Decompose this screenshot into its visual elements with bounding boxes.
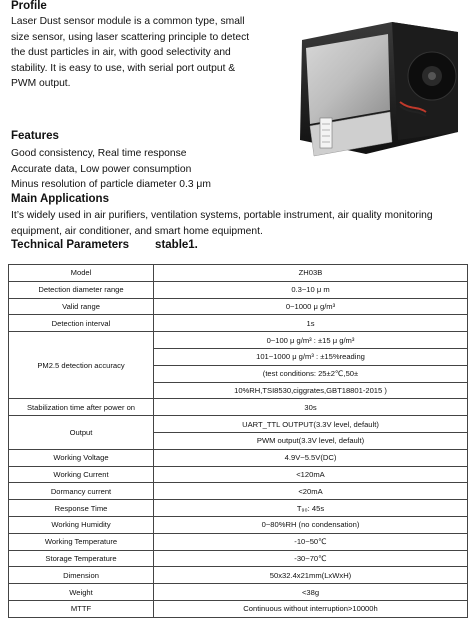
parameter-value: 30s — [154, 399, 468, 416]
parameter-name: Detection diameter range — [9, 281, 154, 298]
parameter-name: PM2.5 detection accuracy — [9, 332, 154, 399]
parameter-name: Output — [9, 416, 154, 450]
parameter-value: ZH03B — [154, 265, 468, 282]
features-list — [11, 146, 211, 193]
parameter-name: Dormancy current — [9, 483, 154, 500]
table-row — [9, 584, 468, 601]
table-row — [9, 600, 468, 617]
parameter-value: 0~80%RH (no condensation) — [154, 516, 468, 533]
table-row — [9, 298, 468, 315]
table-row — [9, 550, 468, 567]
table-row — [9, 516, 468, 533]
table-row — [9, 332, 468, 349]
parameter-value: Continuous without interruption>10000h — [154, 600, 468, 617]
table-row — [9, 533, 468, 550]
parameter-value: -10~50℃ — [154, 533, 468, 550]
parameter-value: <120mA — [154, 466, 468, 483]
parameter-name: Detection interval — [9, 315, 154, 332]
parameter-name: Working Temperature — [9, 533, 154, 550]
parameter-value: 0.3~10 μ m — [154, 281, 468, 298]
profile-description: Laser Dust sensor module is a common type, small size sensor, using laser scattering principle to detect the dust particles in air, with good selectivity and stability. It is easy to use, with serial port output & PWM output. — [11, 16, 250, 90]
parameter-name: Working Voltage — [9, 449, 154, 466]
parameter-name: Valid range — [9, 298, 154, 315]
parameter-name: Weight — [9, 584, 154, 601]
parameter-name: Dimension — [9, 567, 154, 584]
technical-parameters-heading — [11, 239, 198, 251]
parameter-name: Working Current — [9, 466, 154, 483]
parameter-value: 1s — [154, 315, 468, 332]
table-row — [9, 399, 468, 416]
table-row — [9, 449, 468, 466]
parameter-value: (test conditions: 25±2℃,50± — [154, 365, 468, 382]
table-row — [9, 483, 468, 500]
parameter-value: 101~1000 μ g/m³ : ±15%reading — [154, 348, 468, 365]
table-row — [9, 500, 468, 517]
parameter-name: MTTF — [9, 600, 154, 617]
parameter-value: UART_TTL OUTPUT(3.3V level, default) — [154, 416, 468, 433]
parameter-value: 4.9V~5.5V(DC) — [154, 449, 468, 466]
feature-item: Accurate data, Low power consumption — [11, 163, 192, 175]
features-heading: Features — [11, 130, 59, 142]
parameter-name: Stabilization time after power on — [9, 399, 154, 416]
parameter-value: 0~100 μ g/m³ : ±15 μ g/m³ — [154, 332, 468, 349]
parameter-name: Storage Temperature — [9, 550, 154, 567]
parameter-name: Response Time — [9, 500, 154, 517]
parameter-value: <38g — [154, 584, 468, 601]
parameter-value: 0~1000 μ g/m³ — [154, 298, 468, 315]
table-row — [9, 466, 468, 483]
parameter-value: T₉₀: 45s — [154, 500, 468, 517]
table-row — [9, 315, 468, 332]
technical-parameters-title: Technical Parameters — [11, 239, 130, 251]
parameter-name: Working Humidity — [9, 516, 154, 533]
parameter-value: -30~70℃ — [154, 550, 468, 567]
parameter-value: 10%RH,TSI8530,ciggrates,GBT18801-2015 ) — [154, 382, 468, 399]
table-row — [9, 281, 468, 298]
parameter-value: 50x32.4x21mm(LxWxH) — [154, 567, 468, 584]
parameter-value: PWM output(3.3V level, default) — [154, 432, 468, 449]
parameter-value: <20mA — [154, 483, 468, 500]
feature-item: Good consistency, Real time response — [11, 148, 187, 159]
profile-heading: Profile — [11, 0, 47, 12]
technical-parameters-subtitle: stable1. — [155, 239, 198, 251]
parameters-table — [8, 264, 468, 618]
parameter-name: Model — [9, 265, 154, 282]
applications-heading: Main Applications — [11, 193, 109, 205]
table-row — [9, 567, 468, 584]
table-row — [9, 416, 468, 433]
applications-description: It’s widely used in air purifiers, ventilation systems, portable instrument, air quality monitoring equipment, air conditioner, and smart home equipment. — [11, 210, 433, 237]
table-row — [9, 265, 468, 282]
sensor-module-image — [286, 14, 464, 164]
feature-item: Minus resolution of particle diameter 0.3 μm — [11, 179, 211, 191]
